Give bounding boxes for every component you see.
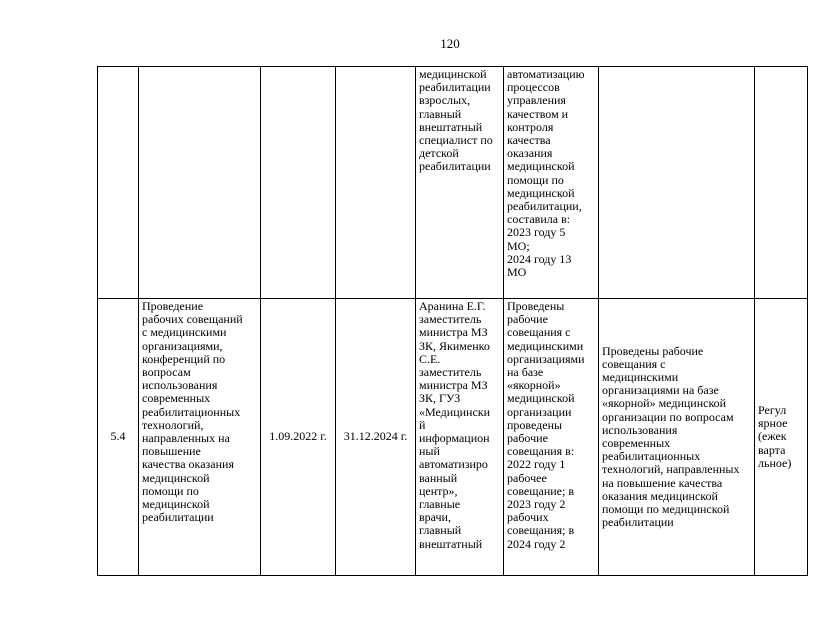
cell-responsible: Аранина Е.Г. заместитель министра МЗ ЗК, Якименко С.Е. заместитель министра МЗ ЗК, ГУЗ «Медицински й информацион ный автоматизиро ванный центр», главные врачи, главный внештатный [416, 299, 504, 576]
cell-frequency: Регул ярное (ежек варта льное) [755, 299, 808, 576]
cell-activity: Проведение рабочих совещаний с медицинскими организациями, конференций по вопросам использования современных реабилитационных технологий, направленных на повышение качества оказания медицинской помощи по медицинской реабилитации [139, 299, 261, 576]
cell-start-date [261, 67, 336, 299]
cell-activity [139, 67, 261, 299]
table-row [98, 299, 808, 576]
cell-end-date: 31.12.2024 г. [336, 299, 416, 576]
cell-end-date [336, 67, 416, 299]
cell-result: Проведены рабочие совещания с медицинскими организациями на базе «якорной» медицинской организации по вопросам использования современных реабилитационных технологий, направленных на повышение качества оказания медицинской помощи по медицинской реабилитации [599, 299, 755, 576]
cell-indicator: автоматизацию процессов управления качеством и контроля качества оказания медицинской помощи по медицинской реабилитации, составила в: 2023 году 5 МО; 2024 году 13 МО [504, 67, 599, 299]
plan-table [97, 66, 808, 576]
page-number: 120 [440, 36, 460, 51]
cell-start-date: 1.09.2022 г. [261, 299, 336, 576]
cell-frequency [755, 67, 808, 299]
cell-indicator: Проведены рабочие совещания с медицинскими организациями на базе «якорной» медицинской организации проведены рабочие совещания в: 2022 году 1 рабочее совещание; в 2023 году 2 рабочих совещания; в 2024 году 2 [504, 299, 599, 576]
cell-responsible: медицинской реабилитации взрослых, главный внештатный специалист по детской реабилитации [416, 67, 504, 299]
cell-num [98, 67, 139, 299]
table-row [98, 67, 808, 299]
cell-num: 5.4 [98, 299, 139, 576]
cell-result [599, 67, 755, 299]
